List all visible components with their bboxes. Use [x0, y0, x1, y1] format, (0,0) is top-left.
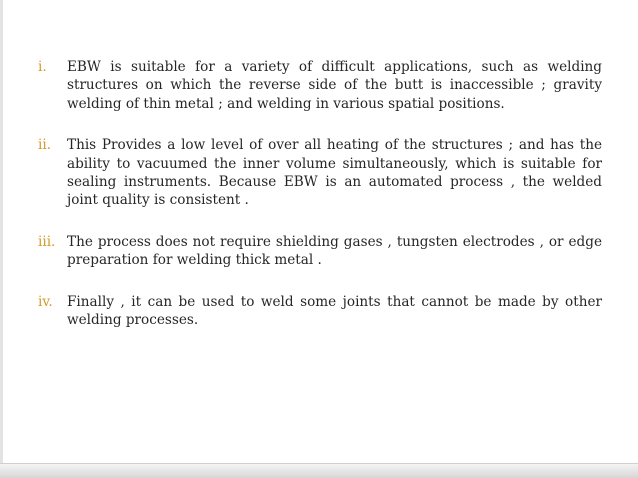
- list-item-text: Finally , it can be used to weld some joints that cannot be made by other welding processes.: [67, 293, 602, 329]
- list-marker: iii.: [38, 233, 56, 250]
- left-accent-bar: [0, 0, 3, 478]
- list-marker: iv.: [38, 293, 53, 310]
- bottom-band: [0, 464, 638, 478]
- list-item: [38, 58, 602, 113]
- bullet-list: [38, 58, 602, 329]
- list-marker: i.: [38, 59, 47, 75]
- list-item: [38, 136, 602, 210]
- list-item: [38, 233, 602, 270]
- list-item-text: EBW is suitable for a variety of difficult applications, such as welding structures on which the reverse side of the butt is inaccessible ; gravity welding of thin metal ; and welding in various spatial positions.: [67, 59, 602, 112]
- list-marker: ii.: [38, 137, 52, 154]
- list-item-text: The process does not require shielding gases , tungsten electrodes , or edge preparation for welding thick metal .: [67, 233, 602, 269]
- list-item-text: This Provides a low level of over all heating of the structures ; and has the ability to vacuumed the inner volume simultaneously, which is suitable for sealing instruments. Because EBW is an automated process , the welded joint quality is consistent .: [67, 137, 602, 209]
- list-item: [38, 293, 602, 330]
